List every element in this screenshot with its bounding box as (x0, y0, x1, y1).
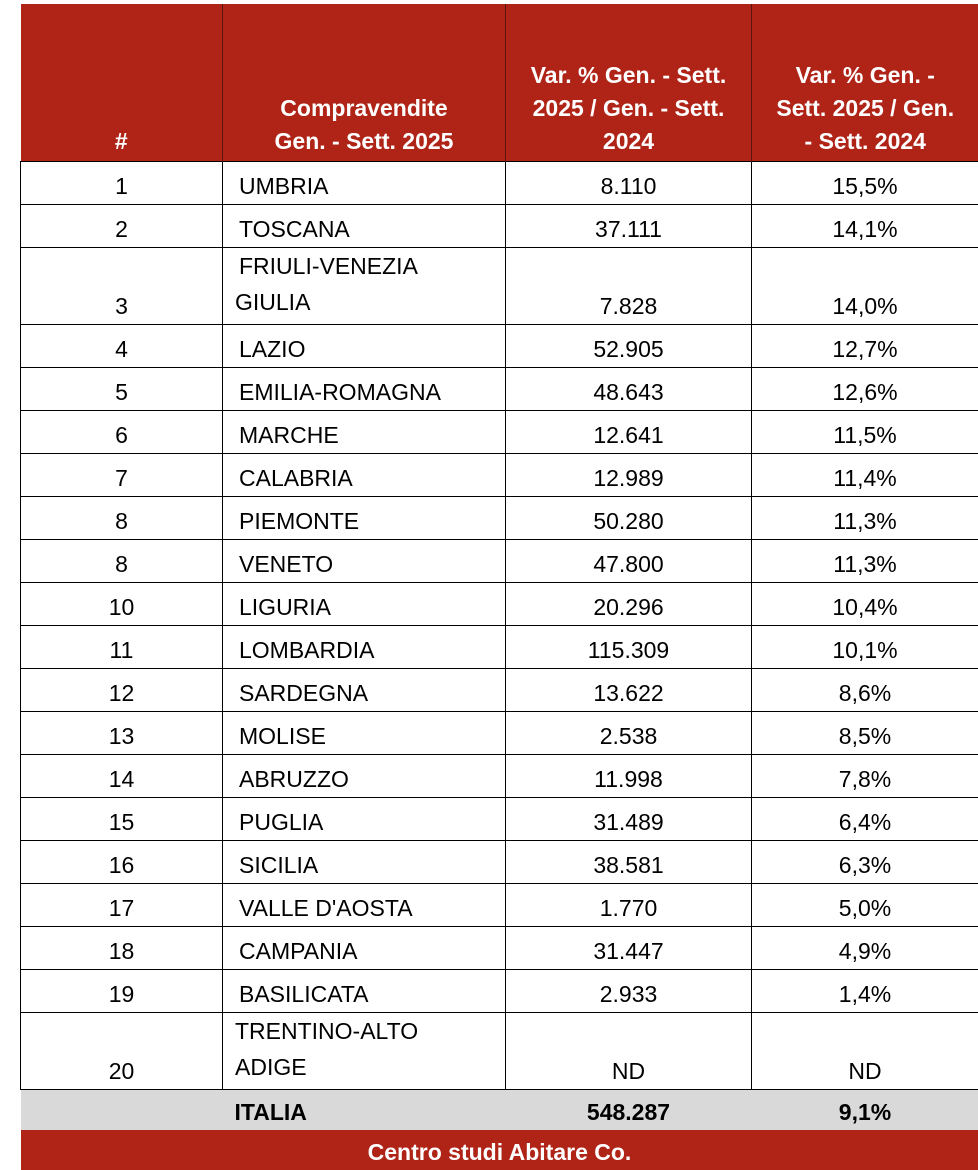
header-variation-a-line2: 2025 / Gen. - Sett. (506, 92, 751, 125)
sales-cell: 48.643 (506, 368, 752, 411)
table-row (21, 970, 978, 1013)
header-variation-b-line3: - Sett. 2024 (752, 125, 978, 158)
sales-table-container (20, 4, 978, 1170)
region-cell: SARDEGNA (223, 669, 506, 712)
table-row (21, 927, 978, 970)
header-variation-a-line1: Var. % Gen. - Sett. (506, 59, 751, 92)
total-region-cell: ITALIA (223, 1090, 506, 1131)
variation-cell: 11,3% (752, 540, 978, 583)
table-row (21, 798, 978, 841)
variation-cell: 10,4% (752, 583, 978, 626)
region-cell: VENETO (223, 540, 506, 583)
variation-cell: 1,4% (752, 970, 978, 1013)
region-cell (223, 1013, 506, 1090)
variation-cell: 11,3% (752, 497, 978, 540)
sales-table (20, 4, 978, 1170)
variation-cell: 11,5% (752, 411, 978, 454)
rank-cell: 16 (21, 841, 223, 884)
header-sales-line2: Gen. - Sett. 2025 (223, 125, 505, 158)
table-row (21, 368, 978, 411)
table-row (21, 162, 978, 205)
region-cell: UMBRIA (223, 162, 506, 205)
sales-cell: ND (506, 1013, 752, 1090)
region-cell: TOSCANA (223, 205, 506, 248)
variation-cell: 8,5% (752, 712, 978, 755)
rank-cell: 6 (21, 411, 223, 454)
region-cell: PUGLIA (223, 798, 506, 841)
region-cell: LAZIO (223, 325, 506, 368)
header-variation-b-line1: Var. % Gen. - (752, 59, 978, 92)
rank-cell: 5 (21, 368, 223, 411)
variation-cell: 12,6% (752, 368, 978, 411)
sales-cell: 1.770 (506, 884, 752, 927)
table-row (21, 454, 978, 497)
table-row (21, 583, 978, 626)
rank-cell: 20 (21, 1013, 223, 1090)
rank-cell: 2 (21, 205, 223, 248)
variation-cell: 4,9% (752, 927, 978, 970)
table-row (21, 540, 978, 583)
region-cell: CALABRIA (223, 454, 506, 497)
header-variation-a (506, 4, 752, 162)
variation-cell: 12,7% (752, 325, 978, 368)
variation-cell: 14,0% (752, 248, 978, 325)
table-row (21, 205, 978, 248)
region-cell: ABRUZZO (223, 755, 506, 798)
table-row (21, 325, 978, 368)
sales-cell: 37.111 (506, 205, 752, 248)
rank-cell: 15 (21, 798, 223, 841)
sales-cell: 20.296 (506, 583, 752, 626)
table-body (21, 162, 978, 1170)
variation-cell: 6,4% (752, 798, 978, 841)
variation-cell: 15,5% (752, 162, 978, 205)
total-sales-cell: 548.287 (506, 1090, 752, 1131)
table-row (21, 411, 978, 454)
region-cell: BASILICATA (223, 970, 506, 1013)
rank-cell: 8 (21, 497, 223, 540)
region-cell: CAMPANIA (223, 927, 506, 970)
rank-cell: 10 (21, 583, 223, 626)
table-row (21, 626, 978, 669)
rank-cell: 11 (21, 626, 223, 669)
sales-cell: 7.828 (506, 248, 752, 325)
variation-cell: 11,4% (752, 454, 978, 497)
table-row (21, 1013, 978, 1090)
header-rank: # (21, 4, 223, 162)
sales-cell: 52.905 (506, 325, 752, 368)
sales-cell: 11.998 (506, 755, 752, 798)
sales-cell: 31.447 (506, 927, 752, 970)
rank-cell: 1 (21, 162, 223, 205)
region-line1: TRENTINO-ALTO (235, 1013, 505, 1049)
sales-cell: 31.489 (506, 798, 752, 841)
region-line2: ADIGE (235, 1049, 505, 1085)
sales-cell: 12.641 (506, 411, 752, 454)
variation-cell: 6,3% (752, 841, 978, 884)
sales-cell: 8.110 (506, 162, 752, 205)
region-cell: SICILIA (223, 841, 506, 884)
table-row (21, 712, 978, 755)
variation-cell: 14,1% (752, 205, 978, 248)
region-cell: MARCHE (223, 411, 506, 454)
rank-cell: 17 (21, 884, 223, 927)
table-row (21, 497, 978, 540)
rank-cell: 3 (21, 248, 223, 325)
sales-cell: 13.622 (506, 669, 752, 712)
table-row (21, 248, 978, 325)
header-variation-b-line2: Sett. 2025 / Gen. (752, 92, 978, 125)
table-row (21, 669, 978, 712)
table-header (21, 4, 978, 162)
rank-cell: 4 (21, 325, 223, 368)
region-cell: VALLE D'AOSTA (223, 884, 506, 927)
table-row (21, 841, 978, 884)
variation-cell: 8,6% (752, 669, 978, 712)
sales-cell: 47.800 (506, 540, 752, 583)
rank-cell: 8 (21, 540, 223, 583)
header-variation-b (752, 4, 978, 162)
sales-cell: 38.581 (506, 841, 752, 884)
sales-cell: 2.933 (506, 970, 752, 1013)
variation-cell: 10,1% (752, 626, 978, 669)
source-footer: Centro studi Abitare Co. (21, 1130, 978, 1170)
region-cell: EMILIA-ROMAGNA (223, 368, 506, 411)
variation-cell: ND (752, 1013, 978, 1090)
region-cell: PIEMONTE (223, 497, 506, 540)
total-variation-cell: 9,1% (752, 1090, 978, 1131)
rank-cell: 19 (21, 970, 223, 1013)
table-row (21, 755, 978, 798)
region-line2: GIULIA (235, 284, 505, 320)
header-sales-line1: Compravendite (223, 92, 505, 125)
rank-cell: 13 (21, 712, 223, 755)
variation-cell: 7,8% (752, 755, 978, 798)
region-cell: LOMBARDIA (223, 626, 506, 669)
sales-cell: 115.309 (506, 626, 752, 669)
sales-cell: 50.280 (506, 497, 752, 540)
sales-cell: 2.538 (506, 712, 752, 755)
rank-cell: 12 (21, 669, 223, 712)
region-cell: MOLISE (223, 712, 506, 755)
rank-cell: 14 (21, 755, 223, 798)
region-line1: FRIULI-VENEZIA (235, 248, 505, 284)
rank-cell: 7 (21, 454, 223, 497)
footer-row (21, 1130, 978, 1170)
rank-cell: 18 (21, 927, 223, 970)
header-variation-a-line3: 2024 (506, 125, 751, 158)
region-cell (223, 248, 506, 325)
table-row (21, 884, 978, 927)
header-sales (223, 4, 506, 162)
region-cell: LIGURIA (223, 583, 506, 626)
sales-cell: 12.989 (506, 454, 752, 497)
variation-cell: 5,0% (752, 884, 978, 927)
